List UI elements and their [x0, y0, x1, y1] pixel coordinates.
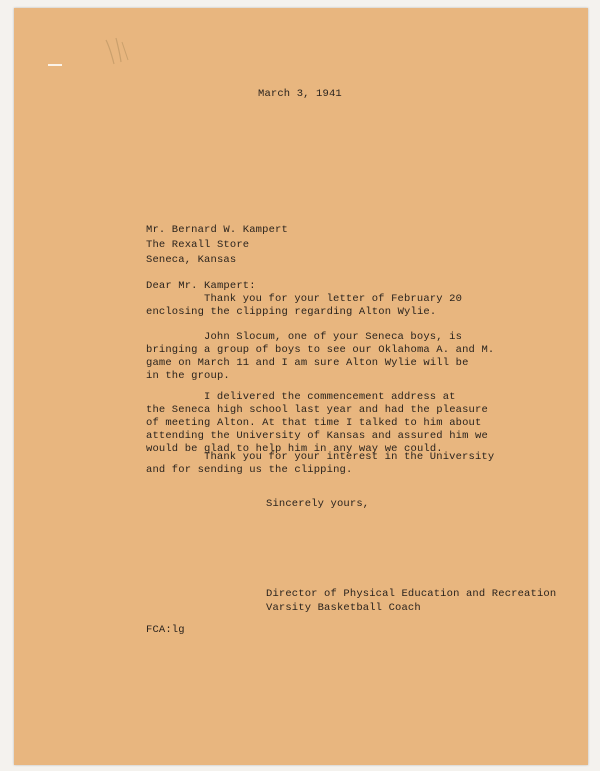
paragraph-2-line-3: game on March 11 and I am sure Alton Wylie will be: [146, 357, 469, 369]
paragraph-3-line-2: the Seneca high school last year and had the pleasure: [146, 404, 488, 416]
paragraph-3-line-3: of meeting Alton. At that time I talked to him about: [146, 417, 482, 429]
paragraph-3-line-1: I delivered the commencement address at: [204, 391, 456, 403]
paragraph-1-line-1: Thank you for your letter of February 20: [204, 293, 463, 305]
salutation: Dear Mr. Kampert:: [146, 280, 256, 292]
signature-subtitle: Varsity Basketball Coach: [266, 602, 421, 614]
paragraph-2-line-2: bringing a group of boys to see our Oklahoma A. and M.: [146, 344, 495, 356]
letter-date: March 3, 1941: [258, 88, 342, 100]
paragraph-3-line-5: would be glad to help him in any way we could.: [146, 443, 443, 455]
reference-initials: FCA:lg: [146, 624, 185, 636]
signature-title: Director of Physical Education and Recreation: [266, 588, 557, 600]
recipient-name: Mr. Bernard W. Kampert: [146, 224, 288, 236]
paper-mark: [48, 64, 62, 66]
paragraph-1-line-2: enclosing the clipping regarding Alton Wylie.: [146, 306, 437, 318]
closing: Sincerely yours,: [266, 498, 370, 510]
paragraph-4-line-2: and for sending us the clipping.: [146, 464, 353, 476]
paragraph-2-line-4: in the group.: [146, 370, 230, 382]
recipient-city: Seneca, Kansas: [146, 254, 237, 266]
paragraph-4-line-1: Thank you for your interest in the University: [204, 451, 495, 463]
pencil-mark: [102, 34, 138, 74]
letter-page: [14, 8, 588, 765]
recipient-company: The Rexall Store: [146, 239, 250, 251]
paragraph-3-line-4: attending the University of Kansas and assured him we: [146, 430, 488, 442]
paragraph-2-line-1: John Slocum, one of your Seneca boys, is: [204, 331, 463, 343]
